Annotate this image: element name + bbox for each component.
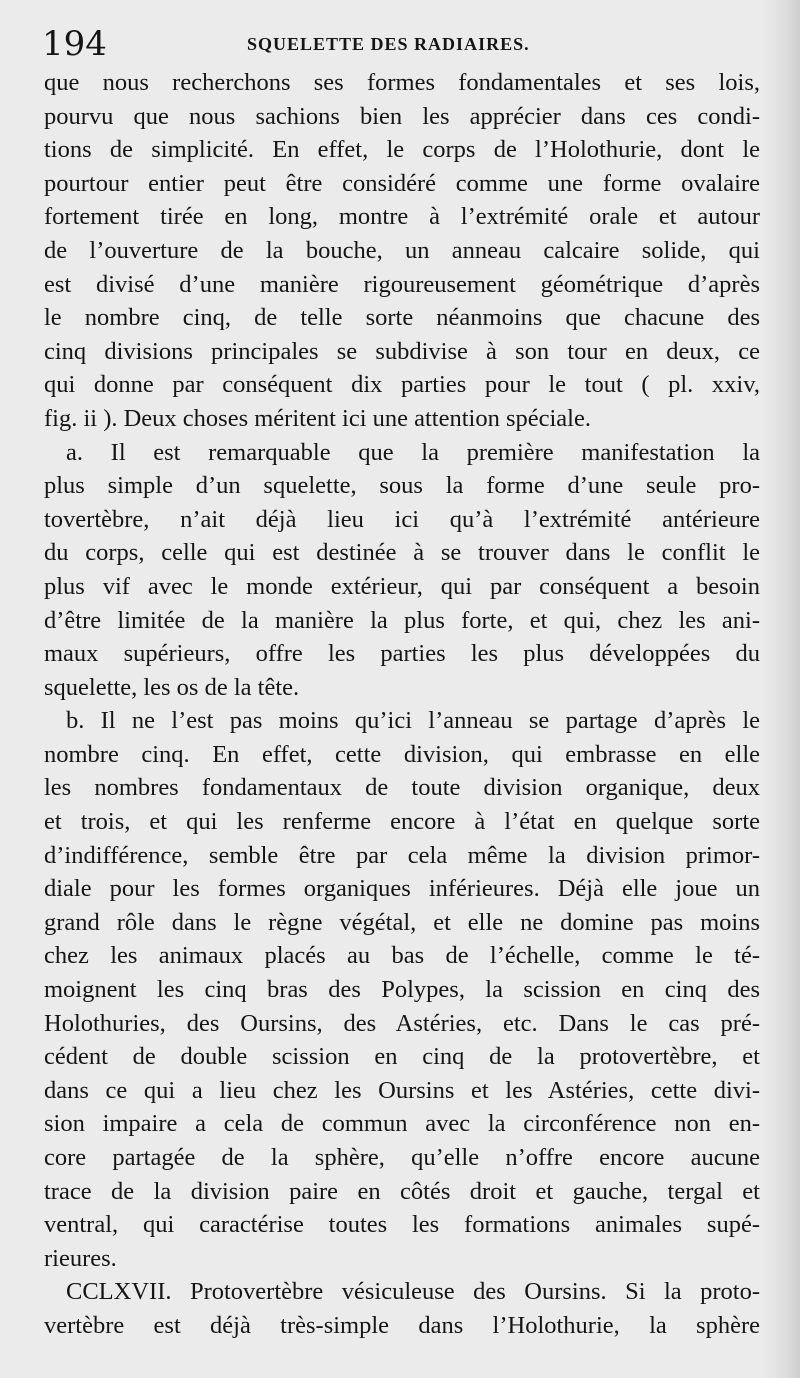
text-line: grand rôle dans le règne végétal, et elle ne domine pas moins xyxy=(44,908,760,936)
text-line: moignent les cinq bras des Polypes, la scission en cinq des xyxy=(44,976,760,1004)
text-line: cédent de double scission en cinq de la protovertèbre, et xyxy=(44,1043,760,1071)
text-line: b. Il ne l’est pas moins qu’ici l’anneau se partage d’après le xyxy=(66,707,760,735)
text-line: trace de la division paire en côtés droit et gauche, tergal et xyxy=(44,1177,760,1205)
running-title: SQUELETTE DES RADIAIRES. xyxy=(247,34,530,54)
text-line: diale pour les formes organiques inférieures. Déjà elle joue un xyxy=(44,875,760,903)
page-header xyxy=(42,24,758,64)
text-line: a. Il est remarquable que la première manifestation la xyxy=(66,438,760,466)
text-line: cinq divisions principales se subdivise à son tour en deux, ce xyxy=(44,337,760,365)
text-line: fortement tirée en long, montre à l’extrémité orale et autour xyxy=(44,203,760,231)
text-line: vertèbre est déjà très-simple dans l’Holothurie, la sphère xyxy=(44,1311,760,1339)
text-line: de l’ouverture de la bouche, un anneau calcaire solide, qui xyxy=(44,236,760,264)
text-line: sion impaire a cela de commun avec la circonférence non en- xyxy=(44,1110,760,1138)
text-line: rieures. xyxy=(44,1244,117,1272)
body-text xyxy=(44,66,760,1343)
page-edge-shadow xyxy=(762,0,800,1378)
text-line: qui donne par conséquent dix parties pour le tout ( pl. xxiv, xyxy=(44,371,760,399)
text-line: les nombres fondamentaux de toute division organique, deux xyxy=(44,774,760,802)
text-line: chez les animaux placés au bas de l’échelle, comme le té- xyxy=(44,942,760,970)
text-line: tovertèbre, n’ait déjà lieu ici qu’à l’extrémité antérieure xyxy=(44,505,760,533)
text-line: du corps, celle qui est destinée à se trouver dans le conflit le xyxy=(44,539,760,567)
text-line: tions de simplicité. En effet, le corps de l’Holothurie, dont le xyxy=(44,136,760,164)
text-line: squelette, les os de la tête. xyxy=(44,673,300,701)
text-line: est divisé d’une manière rigoureusement géométrique d’après xyxy=(44,270,760,298)
text-line: pourtour entier peut être considéré comme une forme ovalaire xyxy=(44,169,760,197)
text-line: Holothuries, des Oursins, des Astéries, etc. Dans le cas pré- xyxy=(44,1009,760,1037)
text-line: dans ce qui a lieu chez les Oursins et les Astéries, cette divi- xyxy=(44,1076,760,1104)
text-line: CCLXVII. Protovertèbre vésiculeuse des Oursins. Si la proto- xyxy=(66,1278,760,1306)
text-line: fig. ii ). Deux choses méritent ici une attention spéciale. xyxy=(44,404,591,432)
text-line: et trois, et qui les renferme encore à l’état en quelque sorte xyxy=(44,808,760,836)
text-line: maux supérieurs, offre les parties les plus développées du xyxy=(44,640,760,668)
text-line: pourvu que nous sachions bien les apprécier dans ces condi- xyxy=(44,102,760,130)
text-line: plus vif avec le monde extérieur, qui par conséquent a besoin xyxy=(44,572,760,600)
text-line: le nombre cinq, de telle sorte néanmoins que chacune des xyxy=(44,304,760,332)
text-line: ventral, qui caractérise toutes les formations animales supé- xyxy=(44,1211,760,1239)
page-number: 194 xyxy=(42,24,107,64)
text-line: que nous recherchons ses formes fondamentales et ses lois, xyxy=(44,69,760,96)
text-line: plus simple d’un squelette, sous la forme d’une seule pro- xyxy=(44,472,760,500)
text-line: d’indifférence, semble être par cela même la division primor- xyxy=(44,841,760,869)
text-line: core partagée de la sphère, qu’elle n’offre encore aucune xyxy=(44,1144,760,1171)
text-line: nombre cinq. En effet, cette division, qui embrasse en elle xyxy=(44,740,760,768)
text-line: d’être limitée de la manière la plus forte, et qui, chez les ani- xyxy=(44,606,760,634)
